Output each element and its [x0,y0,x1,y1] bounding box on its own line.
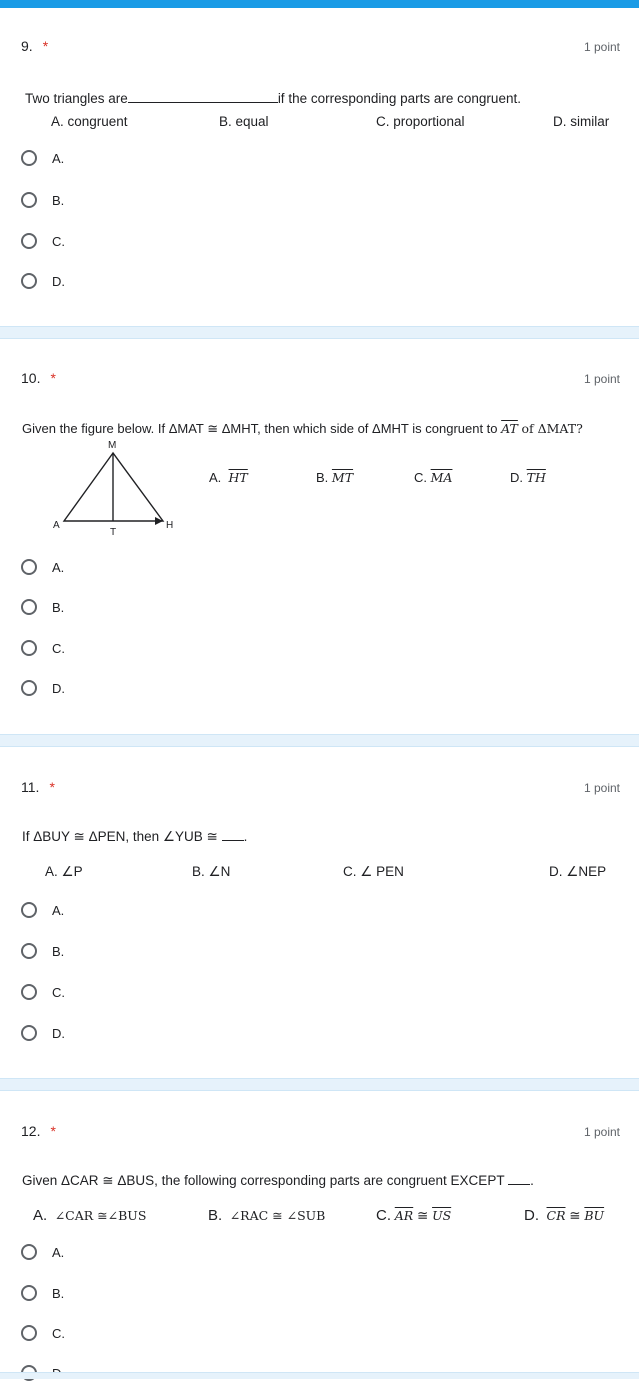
question-card-11 [0,747,639,1078]
question-number: 12. * [21,1123,56,1139]
choice-text-d: D. TH [510,470,546,485]
option-d[interactable]: D. [21,270,65,292]
option-a[interactable]: A. [21,899,64,921]
option-a[interactable]: A. [21,1241,64,1263]
choice-text-b: B. MT [316,470,354,485]
choice-text-c: C. ∠ PEN [343,864,404,879]
required-star: * [49,779,55,795]
question-card-10 [0,339,639,734]
option-d[interactable]: D. [21,1022,65,1044]
question-prompt: Given ΔCAR ≅ ΔBUS, the following corresponding parts are congruent EXCEPT . [22,1173,534,1188]
required-star: * [50,1123,56,1139]
answer-blank [128,91,278,103]
points-label: 1 point [583,1125,620,1139]
answer-blank [222,829,244,841]
question-prompt: Given the figure below. If ΔMAT ≅ ΔMHT, then which side of ΔMHT is congruent to AT of ΔMAT? [22,421,583,436]
option-a[interactable]: A. [21,556,64,578]
segment-label: AT [501,421,518,436]
radio-button[interactable] [21,902,37,918]
radio-button[interactable] [21,559,37,575]
choice-text-b: B. equal [219,114,269,129]
bottom-divider [0,1372,639,1379]
question-prompt: Two triangles are if the corresponding parts are congruent. [25,91,521,106]
choice-text-c: C. AR ≅ US [376,1207,452,1224]
radio-button[interactable] [21,984,37,1000]
choice-text-b: B. ∠RAC ≅ ∠SUB [208,1207,326,1224]
choice-text-a: A. ∠P [45,864,83,879]
option-c[interactable]: C. [21,981,65,1003]
radio-button[interactable] [21,1244,37,1260]
choice-text-b: B. ∠N [192,864,231,879]
points-label: 1 point [583,781,620,795]
choice-text-c: C. proportional [376,114,465,129]
radio-button[interactable] [21,1325,37,1341]
choice-text-a: A. ∠CAR ≅∠BUS [33,1207,147,1224]
radio-button[interactable] [21,1285,37,1301]
option-a[interactable]: A. [21,147,64,169]
question-number: 9. * [21,38,49,54]
option-b[interactable]: B. [21,596,64,618]
points-label: 1 point [583,40,620,54]
required-star: * [50,370,56,386]
label-h: H [166,520,174,531]
radio-button[interactable] [21,150,37,166]
option-b[interactable]: B. [21,940,64,962]
question-number: 10. * [21,370,56,386]
triangle-figure [50,435,185,550]
question-card-9 [0,8,639,326]
option-d[interactable]: D. [21,677,65,699]
label-a: A [53,520,60,531]
question-card-12 [0,1091,639,1372]
option-b[interactable]: B. [21,189,64,211]
section-divider [0,326,639,339]
question-prompt: If ΔBUY ≅ ΔPEN, then ∠YUB ≅ . [22,829,248,844]
choice-text-a: A. congruent [51,114,128,129]
section-divider [0,734,639,747]
radio-button[interactable] [21,233,37,249]
choice-text-a: A. HT [209,470,248,485]
radio-button[interactable] [21,599,37,615]
radio-button[interactable] [21,273,37,289]
option-b[interactable]: B. [21,1282,64,1304]
choice-text-d: D. ∠NEP [549,864,607,879]
option-c[interactable]: C. [21,1322,65,1344]
radio-button[interactable] [21,680,37,696]
radio-button[interactable] [21,943,37,959]
section-divider [0,1078,639,1091]
answer-blank [508,1173,530,1185]
radio-button[interactable] [21,1025,37,1041]
choice-text-d: D. similar [553,114,610,129]
required-star: * [42,38,49,54]
form-top-bar [0,0,639,8]
label-m: M [108,440,117,451]
option-c[interactable]: C. [21,230,65,252]
option-c[interactable]: C. [21,637,65,659]
question-number: 11. * [21,779,55,795]
choice-text-d: D. CR ≅ BU [524,1207,605,1224]
points-label: 1 point [583,372,620,386]
radio-button[interactable] [21,192,37,208]
radio-button[interactable] [21,640,37,656]
choice-text-c: C. MA [414,470,453,485]
label-t: T [110,527,117,538]
